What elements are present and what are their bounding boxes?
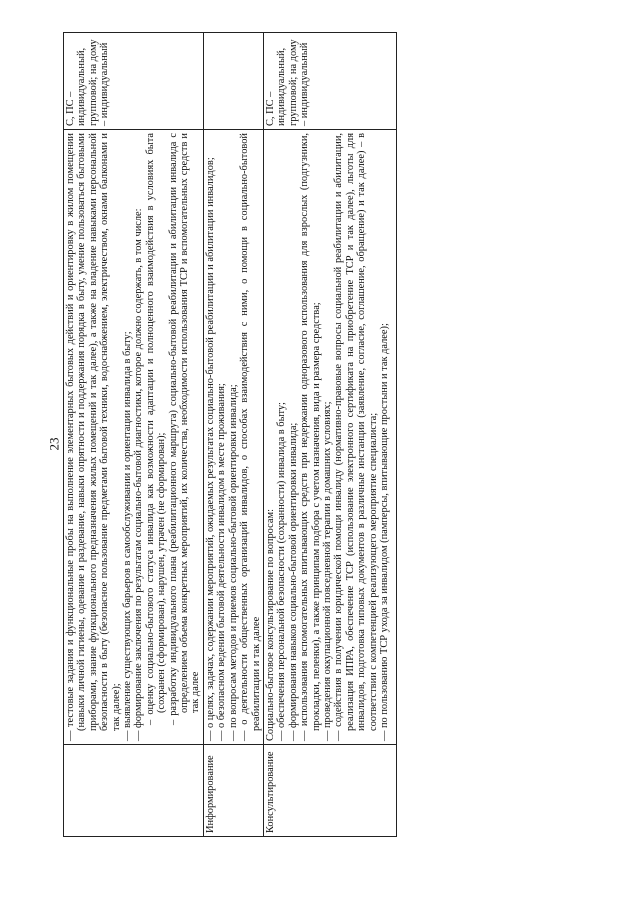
row-form-cell: С, ПС – индивидуальный, групповой; на дому – индивидуальный bbox=[64, 33, 204, 130]
list-item: — выявление существующих барьеров в самообслуживании и ориентации инвалида в быту; bbox=[122, 331, 134, 741]
list-item: — обеспечения персональной безопасности (сохранности) инвалида в быту; bbox=[276, 402, 288, 741]
rotated-table-sheet bbox=[63, 33, 397, 837]
list-item: — содействия в получении юридической помощи инвалиду (нормативно-правовые вопросы социальной реабилитации и абилитации, реализация ИПРА, обеспечение ТСР (использование электронного сертификата на приобретение ТСР и так далее), льготы для инвалидов, подготовка типовых документов в различные инстанции (заявление, согласие, соглашение, обращение) и так далее) – в соответствии с компетенцией реализующего мероприятие специалиста; bbox=[333, 133, 379, 741]
list-item: — формирования навыков социально-бытовой ориентировки инвалида; bbox=[287, 422, 299, 741]
list-item: — использования вспомогательных впитывающих средств при недержании одноразового использования для взрослых (подгузники, прокладки, пеленки), а также принципам подбора с учетом назначения, вида и размера средства; bbox=[299, 133, 322, 741]
list-item: — по пользованию ТСР ухода за инвалидом (памперсы, впитывающие простыни и так далее); bbox=[379, 323, 391, 741]
rehabilitation-table bbox=[63, 32, 397, 837]
row-content-cell bbox=[204, 130, 264, 745]
row-content-cell bbox=[264, 130, 397, 745]
list-item: — тестовые задания и функциональные пробы на выполнение элементарных бытовых действий и ориентировку в жилом помещении (навыки личной гигиены, одевание и раздевание, навыки опрятности и поддержания порядка в быту, умение пользоваться бытовыми приборами, знание функционального предназначения жилых помещений и так далее), а также на владение навыками персональной безопасности в быту (безопасное пользование предметами бытовой техники, водоснабжением, электричеством, окнами балконами и так далее); bbox=[65, 133, 122, 741]
list-item: — о деятельности общественных организаций инвалидов, о способах взаимодействия с ними, о помощи в социально-бытовой реабилитации и так далее bbox=[239, 133, 262, 741]
table-row bbox=[64, 33, 204, 837]
table-row bbox=[204, 33, 264, 837]
row-form-cell bbox=[204, 33, 264, 130]
row-name-cell: Информирование bbox=[204, 745, 264, 837]
list-item: — формирование заключения по результатам социально-бытовой диагностики, которое должно содержать, в том числе: bbox=[133, 208, 145, 741]
list-item: — проведения оккупационной повседневной терапии в домашних условиях; bbox=[322, 401, 334, 741]
row-content-cell bbox=[64, 130, 204, 745]
list-item: — по вопросам методов и приемов социально-бытовой ориентировки инвалида; bbox=[227, 384, 239, 741]
row-form-cell: С, ПС – индивидуальный, групповой; на дому – индивидуальный bbox=[264, 33, 397, 130]
row-name-cell: Консультирование bbox=[264, 745, 397, 837]
sub-list-item: – разработку индивидуального плана (реабилитационного маршрута) социально-бытовой реабилитации и абилитации инвалида с определением объема конкретных мероприятий, их количества, необходимости использования ТСР и вспомогательных средств и так далее bbox=[167, 133, 202, 725]
row-name-cell bbox=[64, 745, 204, 837]
sub-list-item: – оценку социально-бытового статуса инвалида как возможности адаптации и полноценного взаимодействия в условиях быта (сохранен (сформирован), нарушен, утрачен (не сформирован); bbox=[144, 133, 168, 725]
table-row bbox=[264, 33, 397, 837]
page-number: 23 bbox=[46, 437, 62, 451]
list-item: — о безопасном ведении бытовой деятельности инвалидом в месте проживания; bbox=[216, 383, 228, 741]
row-lead-text: Социально-бытовое консультирование по вопросам: bbox=[265, 509, 277, 741]
list-item: — о целях, задачах, содержании мероприятий, ожидаемых результатах социально-бытовой реабилитации и абилитации инвалидов; bbox=[205, 157, 216, 741]
